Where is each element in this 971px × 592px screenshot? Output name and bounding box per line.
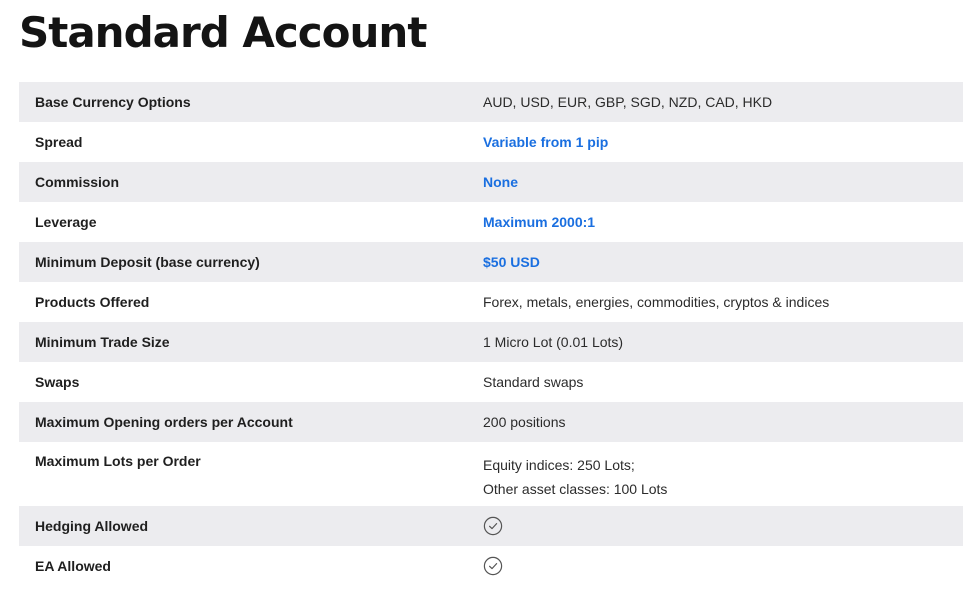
row-value: 1 Micro Lot (0.01 Lots) — [483, 334, 624, 350]
row-label: Swaps — [35, 374, 80, 390]
row-value: Maximum 2000:1 — [483, 214, 596, 230]
row-label: Maximum Opening orders per Account — [35, 414, 293, 430]
table-row-max-lots-per-order — [19, 442, 963, 506]
table-row-ea-allowed — [19, 546, 963, 586]
page-title: Standard Account — [19, 8, 427, 57]
table-row-spread — [19, 122, 963, 162]
row-value: None — [483, 174, 518, 190]
row-label: EA Allowed — [35, 558, 111, 574]
table-row-max-opening-orders — [19, 402, 963, 442]
row-value: 200 positions — [483, 414, 566, 430]
table-row-base-currency — [19, 82, 963, 122]
check-circle-icon — [483, 516, 503, 536]
row-value — [483, 516, 963, 536]
table-row-hedging-allowed — [19, 506, 963, 546]
row-value: AUD, USD, EUR, GBP, SGD, NZD, CAD, HKD — [483, 94, 773, 110]
table-row-minimum-trade-size — [19, 322, 963, 362]
row-label: Leverage — [35, 214, 97, 230]
row-label: Maximum Lots per Order — [35, 453, 201, 469]
row-value: $50 USD — [483, 254, 540, 270]
row-value — [483, 556, 963, 576]
row-value — [483, 442, 963, 501]
table-row-swaps — [19, 362, 963, 402]
row-label: Minimum Deposit (base currency) — [35, 254, 260, 270]
row-label: Base Currency Options — [35, 94, 191, 110]
table-row-leverage — [19, 202, 963, 242]
row-value-line: Equity indices: 250 Lots; — [483, 457, 635, 473]
row-value: Forex, metals, energies, commodities, cryptos & indices — [483, 294, 830, 310]
table-row-products-offered — [19, 282, 963, 322]
check-circle-icon — [483, 556, 503, 576]
row-value-line: Other asset classes: 100 Lots — [483, 481, 668, 497]
row-label: Spread — [35, 134, 83, 150]
row-label: Minimum Trade Size — [35, 334, 170, 350]
row-label: Commission — [35, 174, 120, 190]
table-row-minimum-deposit — [19, 242, 963, 282]
row-value: Standard swaps — [483, 374, 584, 390]
table-row-commission — [19, 162, 963, 202]
account-spec-table — [19, 82, 963, 586]
row-label: Products Offered — [35, 294, 150, 310]
row-label: Hedging Allowed — [35, 518, 149, 534]
row-value: Variable from 1 pip — [483, 134, 609, 150]
